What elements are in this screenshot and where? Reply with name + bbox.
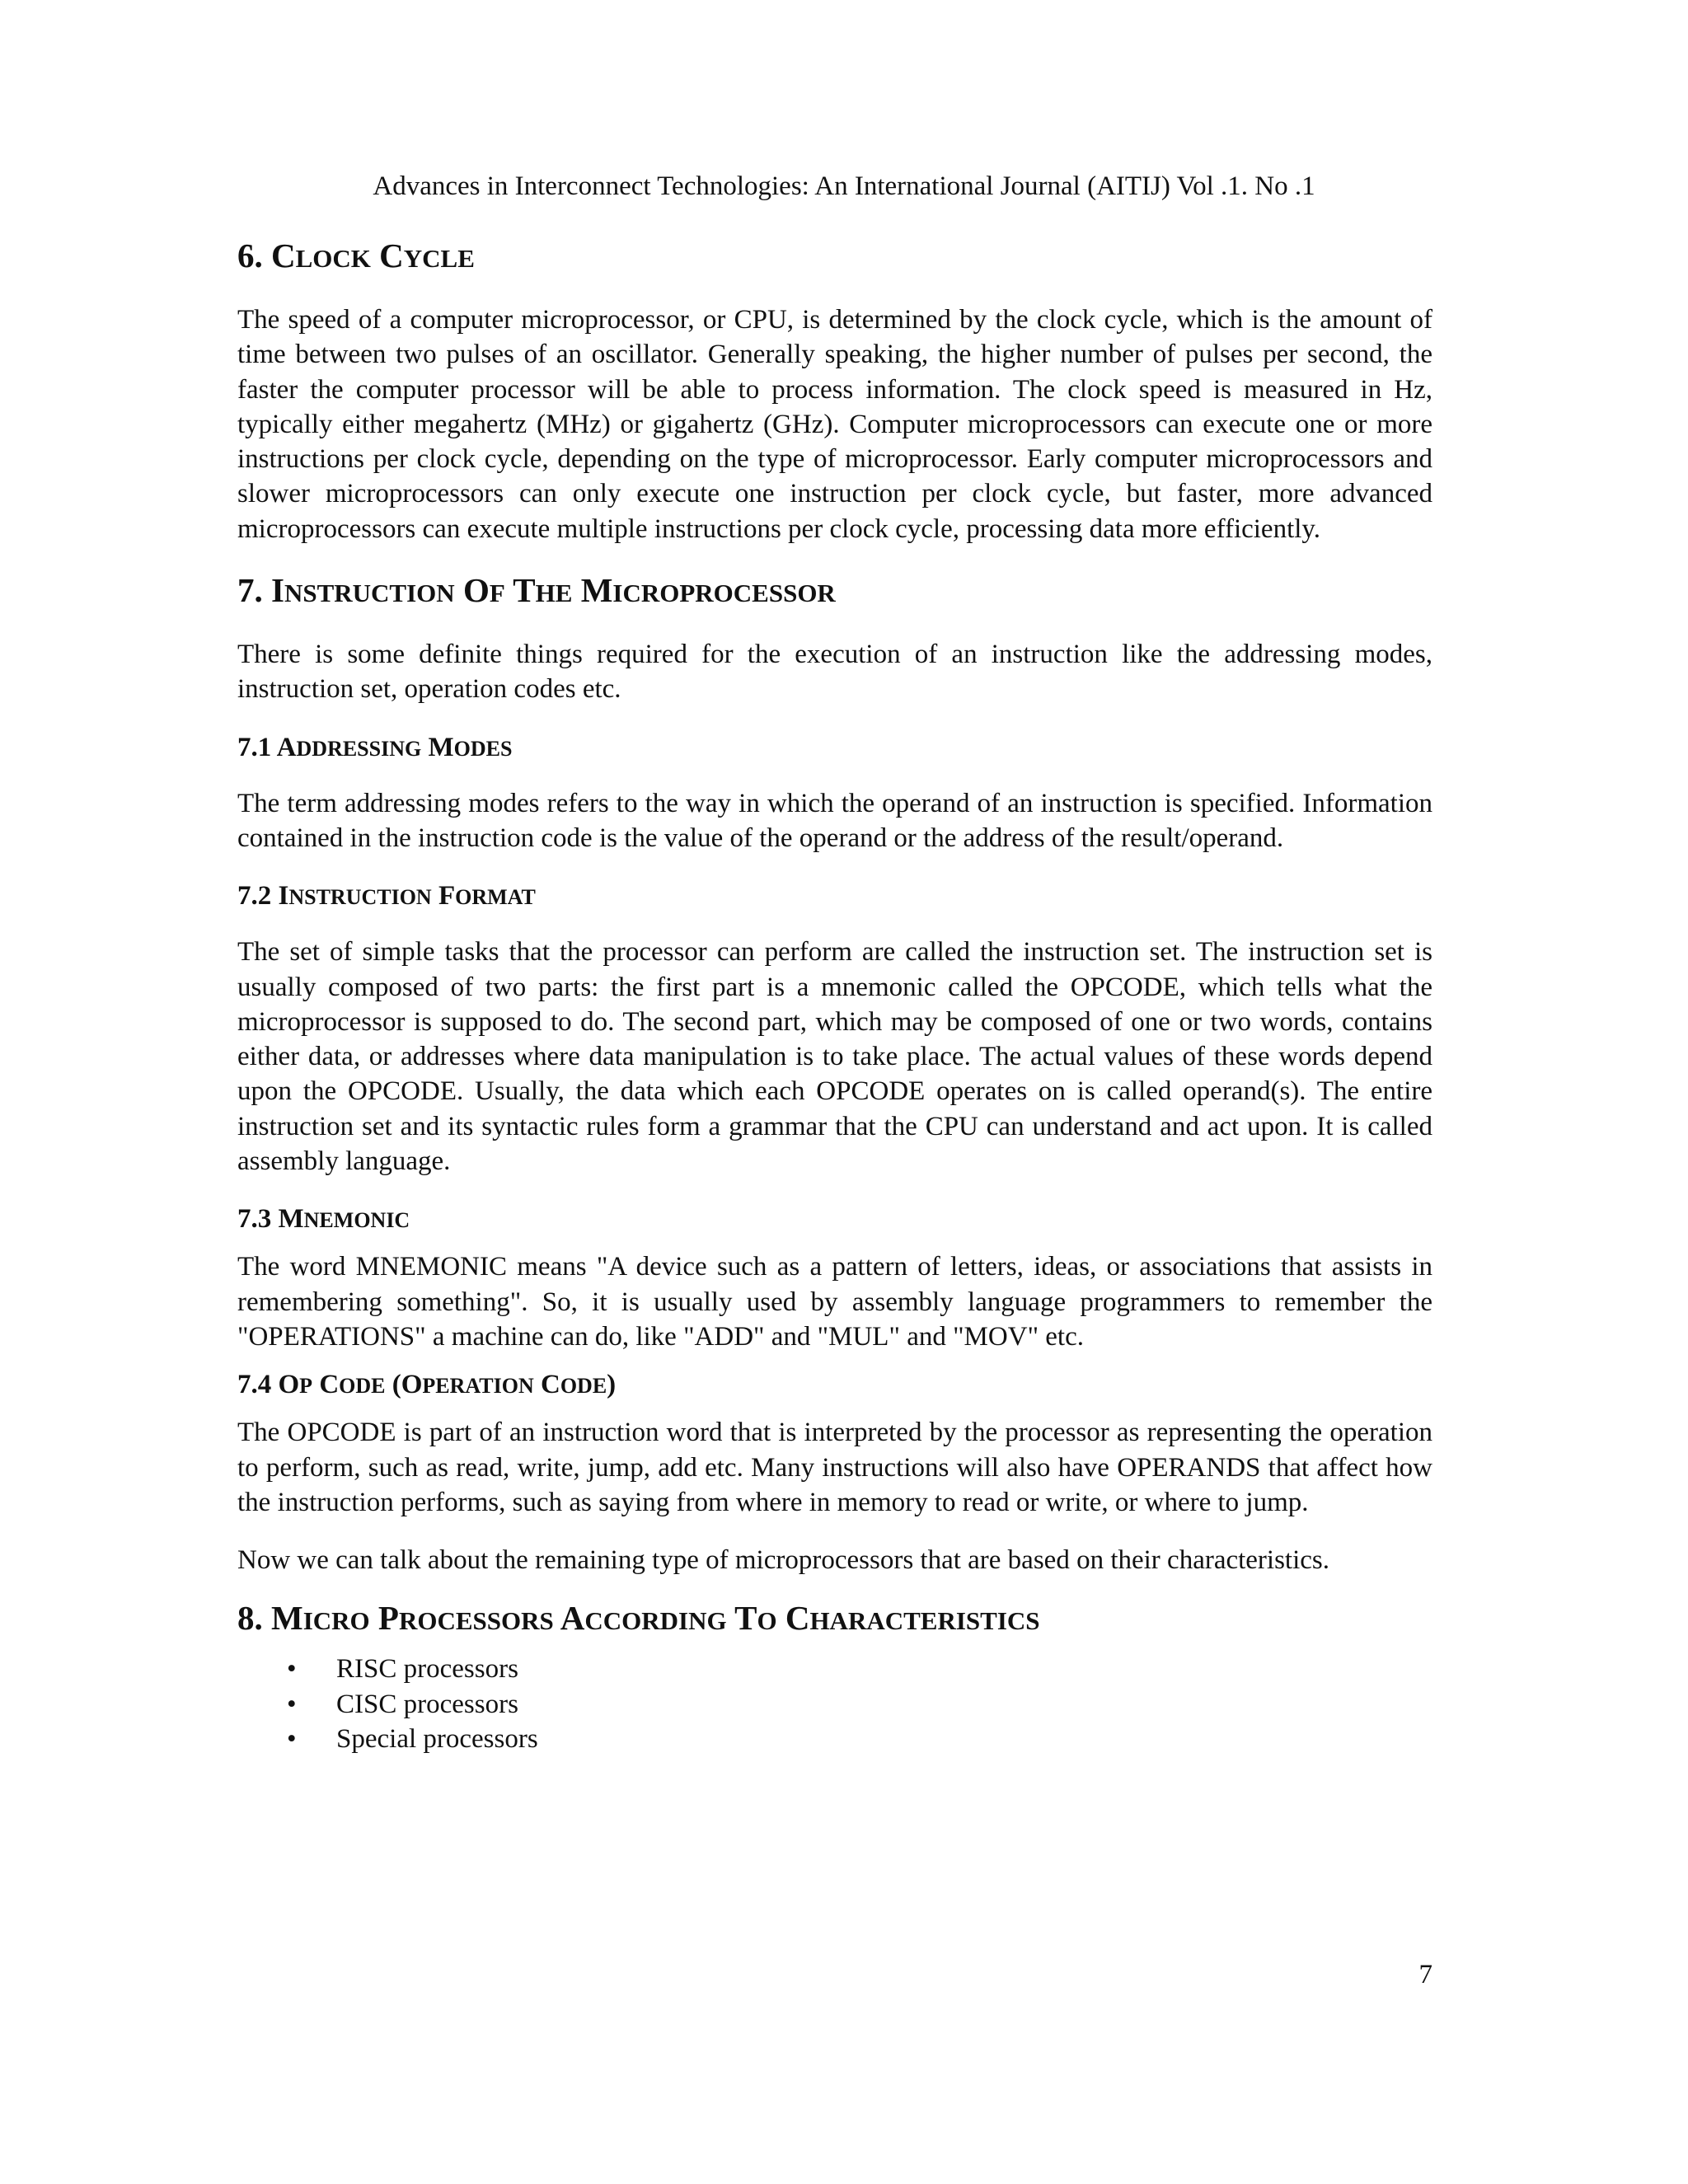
paragraph-instruction-format: The set of simple tasks that the processor can perform are called the instruction set. The instruction set is usually composed of two parts: the first part is a mnemonic called the OPCODE, which tells what the microprocessor is supposed to do. The second part, which may be composed of one or two words, contains either data, or addresses where data manipulation is to take place. The actual values of these words depend upon the OPCODE. Usually, the data which each OPCODE operates on is called operand(s). The entire instruction set and its syntactic rules form a grammar that the CPU can understand and act upon. It is called assembly language. (237, 937, 1432, 1177)
paragraph-clock-cycle: The speed of a computer microprocessor, or CPU, is determined by the clock cycle, which is the amount of time between two pulses of an oscillator. Generally speaking, the higher number of pulses per second, the faster the computer processor will be able to process information. The clock speed is measured in Hz, typically either megahertz (MHz) or gigahertz (GHz). Computer microprocessors can execute one or more instructions per clock cycle, depending on the type of microprocessor. Early computer microprocessors and slower microprocessors can only execute one instruction per clock cycle, but faster, more advanced microprocessors can execute multiple instructions per clock cycle, processing data more efficiently. (237, 305, 1432, 544)
heading-small-caps-part: HE (535, 579, 573, 608)
heading-small-caps-part: ODES (453, 736, 513, 761)
heading-small-caps-part: LOCK (295, 244, 371, 273)
heading-capital-part: 7. I (237, 571, 284, 610)
bullet-icon: • (287, 1654, 297, 1685)
list-item-text: RISC processors (336, 1654, 518, 1685)
heading-capital-part: T (504, 571, 536, 610)
heading-small-caps-part: ODE (560, 1374, 607, 1399)
heading-capital-part: F (431, 881, 456, 912)
heading-capital-part: 7.2 I (237, 881, 289, 912)
paragraph-transition: Now we can talk about the remaining type of microprocessors that are based on their characteristics. (237, 1545, 1330, 1576)
heading-capital-part: C (312, 1370, 340, 1400)
heading-small-caps-part: NEMONIC (303, 1208, 410, 1233)
heading-capital-part: ) (607, 1370, 617, 1400)
heading-small-caps-part: O (757, 1606, 777, 1636)
heading-capital-part: 6. C (237, 237, 296, 274)
page-content (237, 235, 1432, 1757)
heading-small-caps-part: P (299, 1374, 313, 1399)
list-item-text: CISC processors (336, 1689, 518, 1719)
heading-small-caps-part: F (489, 579, 505, 608)
heading-capital-part: 7.3 M (237, 1204, 304, 1235)
processor-type-list (237, 1652, 1432, 1757)
heading-capital-part: P (369, 1599, 399, 1638)
heading-capital-part: A (553, 1599, 585, 1638)
heading-capital-part: M (421, 732, 454, 762)
subsection-heading-op-code (237, 1367, 1432, 1404)
heading-small-caps-part: NSTRUCTION (284, 579, 455, 608)
page-number: 7 (1418, 1960, 1432, 1990)
paragraph-instruction: There is some definite things required for the execution of an instruction like the addressing modes, instruction set, operation codes etc. (237, 640, 1432, 705)
heading-capital-part: 8. M (237, 1599, 303, 1638)
heading-capital-part: 7.4 O (237, 1370, 300, 1400)
list-item (287, 1652, 1432, 1687)
heading-capital-part: M (572, 571, 613, 610)
heading-small-caps-part: ORMAT (455, 885, 536, 910)
heading-small-caps-part: DDRESSING (296, 736, 422, 761)
section-heading-characteristics (237, 1597, 1432, 1642)
heading-capital-part: (O (385, 1370, 423, 1400)
list-item (287, 1687, 1432, 1722)
section-heading-clock-cycle (237, 235, 1432, 279)
heading-small-caps-part: ODE (339, 1374, 386, 1399)
bullet-icon: • (287, 1724, 297, 1755)
list-item (287, 1722, 1432, 1757)
heading-small-caps-part: YCLE (403, 244, 475, 273)
heading-small-caps-part: HARACTERISTICS (809, 1606, 1040, 1636)
heading-capital-part: C (370, 237, 404, 274)
subsection-heading-instruction-format (237, 879, 1432, 915)
list-item-text: Special processors (336, 1724, 538, 1755)
heading-capital-part: 7.1 A (237, 732, 297, 762)
paragraph-addressing-modes: The term addressing modes refers to the way in which the operand of an instruction is specified. Information contained in the instruction code is the value of the operand or the address of the result/operand. (237, 788, 1432, 853)
subsection-heading-addressing-modes (237, 730, 1432, 766)
heading-capital-part: C (776, 1599, 810, 1638)
heading-capital-part: C (533, 1370, 560, 1400)
heading-capital-part: T (726, 1599, 757, 1638)
subsection-heading-mnemonic (237, 1202, 1432, 1238)
heading-small-caps-part: NSTRUCTION (288, 885, 432, 910)
heading-small-caps-part: ICRO (302, 1606, 370, 1636)
heading-capital-part: O (454, 571, 490, 610)
heading-small-caps-part: ROCESSORS (398, 1606, 554, 1636)
paragraph-op-code: The OPCODE is part of an instruction word that is interpreted by the processor as representing the operation to perform, such as read, write, jump, add etc. Many instructions will also have OPERANDS that affect how the instruction performs, such as saying from where in memory to read or write, or where to jump. (237, 1418, 1432, 1517)
heading-small-caps-part: PERATION (422, 1374, 534, 1399)
heading-small-caps-part: ICROPROCESSOR (612, 579, 836, 608)
heading-small-caps-part: CCORDING (584, 1606, 727, 1636)
paragraph-mnemonic: The word MNEMONIC means "A device such as a pattern of letters, ideas, or associations that assists in remembering something". So, it is usually used by assembly language programmers to remember the "OPERATIONS" a machine can do, like "ADD" and "MUL" and "MOV" etc. (237, 1252, 1432, 1352)
running-header: Advances in Interconnect Technologies: An International Journal (AITIJ) Vol .1. No .1 (373, 171, 1315, 201)
bullet-icon: • (287, 1689, 297, 1719)
section-heading-instruction (237, 569, 1432, 614)
